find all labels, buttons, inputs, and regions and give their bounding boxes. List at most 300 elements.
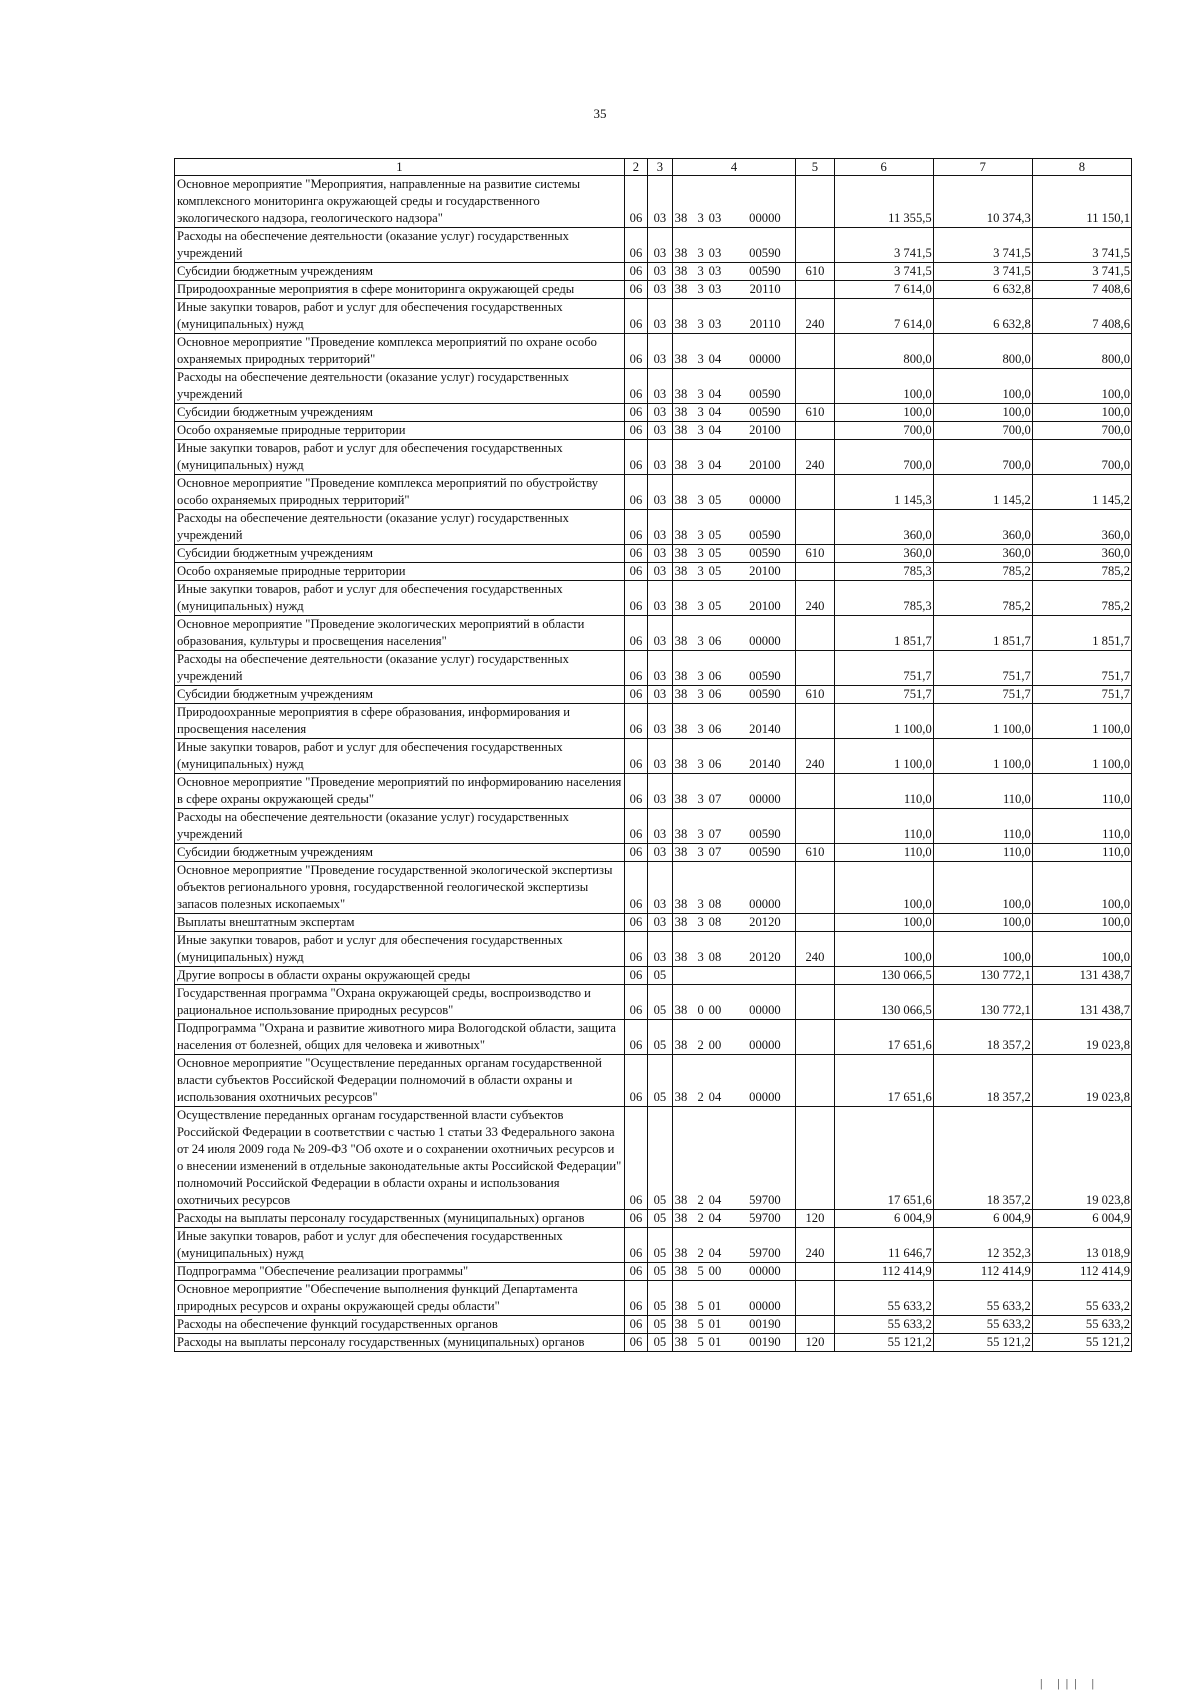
program-code [675, 1210, 794, 1227]
row-name: Субсидии бюджетным учреждениям [175, 263, 625, 281]
program-code [675, 422, 794, 439]
program-code [675, 844, 794, 861]
code-part-3: 05 [708, 599, 722, 613]
code-part-3: 05 [708, 528, 722, 542]
row-col-2: 06 [624, 228, 647, 263]
row-name: Другие вопросы в области охраны окружающей среды [175, 967, 625, 985]
row-col-8: 110,0 [1032, 774, 1131, 809]
row-col-2: 06 [624, 369, 647, 404]
row-col-5 [796, 510, 834, 545]
row-col-3: 03 [648, 440, 673, 475]
table-row [175, 809, 1132, 844]
code-part-4: 20110 [749, 317, 781, 331]
program-code [675, 316, 794, 333]
code-part-4: 00190 [749, 1317, 781, 1331]
program-code [675, 1334, 794, 1351]
code-part-2: 3 [697, 246, 704, 260]
code-part-4: 00000 [749, 493, 781, 507]
row-col-7: 1 100,0 [933, 704, 1032, 739]
row-name: Расходы на обеспечение деятельности (оказание услуг) государственных учреждений [175, 809, 625, 844]
row-col-7: 130 772,1 [933, 967, 1032, 985]
program-code [675, 351, 794, 368]
row-col-7: 785,2 [933, 563, 1032, 581]
row-name: Субсидии бюджетным учреждениям [175, 844, 625, 862]
program-code [675, 1089, 794, 1106]
row-col-4 [672, 334, 796, 369]
program-code [675, 245, 794, 262]
row-col-7: 100,0 [933, 369, 1032, 404]
code-part-3: 06 [708, 634, 722, 648]
code-part-2: 3 [697, 423, 704, 437]
code-part-2: 3 [697, 282, 704, 296]
header-cell-8: 8 [1032, 159, 1131, 176]
code-part-2: 3 [697, 950, 704, 964]
code-part-4: 00590 [749, 387, 781, 401]
row-col-5 [796, 616, 834, 651]
row-col-2: 06 [624, 844, 647, 862]
table-row [175, 1055, 1132, 1107]
program-code [675, 1037, 794, 1054]
row-col-7: 751,7 [933, 686, 1032, 704]
row-col-4 [672, 1107, 796, 1210]
row-col-5 [796, 475, 834, 510]
row-col-4 [672, 932, 796, 967]
header-cell-1: 1 [175, 159, 625, 176]
table-row [175, 545, 1132, 563]
code-part-4: 00590 [749, 827, 781, 841]
row-col-3: 03 [648, 774, 673, 809]
code-part-1: 38 [674, 546, 688, 560]
row-col-2: 06 [624, 739, 647, 774]
code-part-1: 38 [674, 1264, 688, 1278]
row-name: Подпрограмма "Обеспечение реализации программы" [175, 1263, 625, 1281]
row-col-7: 6 004,9 [933, 1210, 1032, 1228]
code-part-4: 00000 [749, 352, 781, 366]
header-cell-6: 6 [834, 159, 933, 176]
row-col-5 [796, 985, 834, 1020]
table-row [175, 932, 1132, 967]
row-col-4 [672, 422, 796, 440]
row-col-4 [672, 1334, 796, 1352]
program-code [675, 1263, 794, 1280]
code-part-2: 2 [697, 1038, 704, 1052]
code-part-3: 06 [708, 722, 722, 736]
program-code [675, 668, 794, 685]
row-name: Расходы на обеспечение функций государственных органов [175, 1316, 625, 1334]
row-col-4 [672, 967, 796, 985]
header-cell-5: 5 [796, 159, 834, 176]
row-col-7: 3 741,5 [933, 263, 1032, 281]
row-col-4 [672, 263, 796, 281]
row-col-4 [672, 686, 796, 704]
row-col-2: 06 [624, 862, 647, 914]
row-col-5 [796, 422, 834, 440]
row-col-5 [796, 176, 834, 228]
program-code [675, 404, 794, 421]
table-row [175, 581, 1132, 616]
row-col-6: 11 646,7 [834, 1228, 933, 1263]
row-col-3: 03 [648, 739, 673, 774]
row-name: Субсидии бюджетным учреждениям [175, 404, 625, 422]
row-col-3: 03 [648, 228, 673, 263]
row-col-6: 700,0 [834, 440, 933, 475]
table-row [175, 563, 1132, 581]
table-row [175, 774, 1132, 809]
row-col-2: 06 [624, 510, 647, 545]
code-part-2: 3 [697, 757, 704, 771]
code-part-4: 20140 [749, 757, 781, 771]
row-col-2: 06 [624, 967, 647, 985]
row-col-5 [796, 334, 834, 369]
row-col-5 [796, 774, 834, 809]
row-col-2: 06 [624, 774, 647, 809]
row-col-2: 06 [624, 581, 647, 616]
row-col-8: 785,2 [1032, 581, 1131, 616]
code-part-4: 20110 [749, 282, 781, 296]
row-col-3: 05 [648, 1020, 673, 1055]
row-name: Расходы на обеспечение деятельности (оказание услуг) государственных учреждений [175, 369, 625, 404]
row-col-3: 05 [648, 1263, 673, 1281]
code-part-1: 38 [674, 722, 688, 736]
row-col-8: 110,0 [1032, 809, 1131, 844]
code-part-1: 38 [674, 897, 688, 911]
code-part-3: 07 [708, 827, 722, 841]
table-row [175, 914, 1132, 932]
row-col-7: 12 352,3 [933, 1228, 1032, 1263]
row-name: Иные закупки товаров, работ и услуг для обеспечения государственных (муниципальных) нужд [175, 299, 625, 334]
row-name: Основное мероприятие "Проведение комплекса мероприятий по охране особо охраняемых природных территорий" [175, 334, 625, 369]
code-part-2: 3 [697, 634, 704, 648]
row-col-4 [672, 862, 796, 914]
row-col-2: 06 [624, 1281, 647, 1316]
program-code [675, 1298, 794, 1315]
row-col-8: 55 633,2 [1032, 1316, 1131, 1334]
code-part-2: 3 [697, 722, 704, 736]
row-col-3: 03 [648, 862, 673, 914]
code-part-1: 38 [674, 634, 688, 648]
code-part-3: 04 [708, 423, 722, 437]
row-col-5: 120 [796, 1210, 834, 1228]
header-cell-7: 7 [933, 159, 1032, 176]
row-col-8: 110,0 [1032, 844, 1131, 862]
table-row [175, 862, 1132, 914]
row-col-3: 03 [648, 422, 673, 440]
row-col-2: 06 [624, 475, 647, 510]
row-col-4 [672, 1263, 796, 1281]
code-part-2: 3 [697, 264, 704, 278]
row-col-7: 55 121,2 [933, 1334, 1032, 1352]
code-part-3: 07 [708, 792, 722, 806]
row-col-3: 03 [648, 651, 673, 686]
row-col-4 [672, 1316, 796, 1334]
row-col-6: 785,3 [834, 563, 933, 581]
row-col-6: 55 633,2 [834, 1316, 933, 1334]
code-part-1: 38 [674, 264, 688, 278]
code-part-3: 03 [708, 317, 722, 331]
code-part-2: 3 [697, 599, 704, 613]
row-col-8: 751,7 [1032, 686, 1131, 704]
table-row [175, 334, 1132, 369]
table-row [175, 739, 1132, 774]
code-part-3: 04 [708, 1211, 722, 1225]
row-col-6: 110,0 [834, 774, 933, 809]
row-col-4 [672, 1210, 796, 1228]
table-row [175, 299, 1132, 334]
row-col-4 [672, 299, 796, 334]
table-row [175, 228, 1132, 263]
code-part-4: 59700 [749, 1246, 781, 1260]
row-name: Иные закупки товаров, работ и услуг для обеспечения государственных (муниципальных) нужд [175, 932, 625, 967]
code-part-3: 00 [708, 1003, 722, 1017]
table-body [175, 176, 1132, 1352]
row-col-3: 03 [648, 844, 673, 862]
row-col-2: 06 [624, 440, 647, 475]
row-col-6: 112 414,9 [834, 1263, 933, 1281]
row-col-4 [672, 404, 796, 422]
code-part-1: 38 [674, 405, 688, 419]
budget-table [174, 158, 1132, 1352]
row-col-4 [672, 809, 796, 844]
row-col-2: 06 [624, 404, 647, 422]
code-part-4: 00590 [749, 845, 781, 859]
row-col-6: 3 741,5 [834, 263, 933, 281]
code-part-2: 3 [697, 352, 704, 366]
row-col-3: 03 [648, 686, 673, 704]
row-col-5: 610 [796, 404, 834, 422]
row-col-3: 03 [648, 299, 673, 334]
code-part-2: 3 [697, 546, 704, 560]
table-row [175, 422, 1132, 440]
row-col-6: 1 145,3 [834, 475, 933, 510]
code-part-2: 3 [697, 845, 704, 859]
code-part-3: 01 [708, 1317, 722, 1331]
row-col-2: 06 [624, 932, 647, 967]
row-col-8: 360,0 [1032, 510, 1131, 545]
row-col-5 [796, 1107, 834, 1210]
row-col-8: 785,2 [1032, 563, 1131, 581]
code-part-4: 00000 [749, 211, 781, 225]
code-part-4: 00190 [749, 1335, 781, 1349]
code-part-3: 05 [708, 493, 722, 507]
row-col-6: 800,0 [834, 334, 933, 369]
row-name: Основное мероприятие "Проведение экологических мероприятий в области образования, культуры и просвещения населения" [175, 616, 625, 651]
row-col-5 [796, 369, 834, 404]
table-row [175, 1334, 1132, 1352]
code-part-2: 5 [697, 1264, 704, 1278]
code-part-2: 3 [697, 564, 704, 578]
row-name: Расходы на выплаты персоналу государственных (муниципальных) органов [175, 1210, 625, 1228]
code-part-1: 38 [674, 1317, 688, 1331]
row-col-2: 06 [624, 704, 647, 739]
row-col-7: 18 357,2 [933, 1055, 1032, 1107]
code-part-3: 03 [708, 264, 722, 278]
row-col-2: 06 [624, 563, 647, 581]
row-col-5 [796, 914, 834, 932]
code-part-1: 38 [674, 1003, 688, 1017]
row-col-8: 700,0 [1032, 422, 1131, 440]
row-col-8: 19 023,8 [1032, 1107, 1131, 1210]
row-col-4 [672, 475, 796, 510]
row-name: Иные закупки товаров, работ и услуг для обеспечения государственных (муниципальных) нужд [175, 581, 625, 616]
row-col-7: 18 357,2 [933, 1020, 1032, 1055]
row-col-2: 06 [624, 1020, 647, 1055]
code-part-4: 00000 [749, 897, 781, 911]
row-col-6: 1 100,0 [834, 739, 933, 774]
row-col-8: 3 741,5 [1032, 228, 1131, 263]
code-part-3: 04 [708, 387, 722, 401]
row-col-5: 120 [796, 1334, 834, 1352]
row-col-2: 06 [624, 1263, 647, 1281]
row-col-8: 7 408,6 [1032, 281, 1131, 299]
row-col-4 [672, 914, 796, 932]
row-col-3: 05 [648, 1281, 673, 1316]
program-code [675, 914, 794, 931]
code-part-1: 38 [674, 1090, 688, 1104]
row-col-3: 03 [648, 704, 673, 739]
program-code [675, 281, 794, 298]
code-part-4: 00590 [749, 669, 781, 683]
row-col-2: 06 [624, 263, 647, 281]
row-name: Выплаты внештатным экспертам [175, 914, 625, 932]
table-row [175, 985, 1132, 1020]
code-part-1: 38 [674, 493, 688, 507]
header-cell-2: 2 [624, 159, 647, 176]
program-code [675, 633, 794, 650]
program-code [675, 1316, 794, 1333]
row-col-8: 3 741,5 [1032, 263, 1131, 281]
code-part-3: 08 [708, 897, 722, 911]
code-part-2: 2 [697, 1090, 704, 1104]
row-col-4 [672, 581, 796, 616]
row-col-4 [672, 228, 796, 263]
row-col-4 [672, 985, 796, 1020]
row-col-2: 06 [624, 1334, 647, 1352]
code-part-3: 06 [708, 669, 722, 683]
row-col-3: 03 [648, 932, 673, 967]
row-col-7: 785,2 [933, 581, 1032, 616]
table-row [175, 263, 1132, 281]
row-col-8: 1 100,0 [1032, 739, 1131, 774]
row-col-7: 360,0 [933, 545, 1032, 563]
code-part-2: 2 [697, 1246, 704, 1260]
code-part-2: 3 [697, 458, 704, 472]
code-part-1: 38 [674, 458, 688, 472]
row-col-7: 6 632,8 [933, 281, 1032, 299]
table-row [175, 1210, 1132, 1228]
row-col-2: 06 [624, 1316, 647, 1334]
row-col-2: 06 [624, 1228, 647, 1263]
row-name: Основное мероприятие "Осуществление переданных органам государственной власти субъектов Российской Федерации полномочий в области охраны и использования охотничьих ресурсов" [175, 1055, 625, 1107]
table-row [175, 686, 1132, 704]
row-col-6: 11 355,5 [834, 176, 933, 228]
row-col-5 [796, 1055, 834, 1107]
row-col-2: 06 [624, 334, 647, 369]
row-col-5: 240 [796, 1228, 834, 1263]
code-part-3: 01 [708, 1335, 722, 1349]
table-row [175, 440, 1132, 475]
row-col-8: 100,0 [1032, 914, 1131, 932]
code-part-2: 3 [697, 687, 704, 701]
table-row [175, 475, 1132, 510]
header-cell-4: 4 [672, 159, 796, 176]
program-code [675, 949, 794, 966]
program-code [675, 545, 794, 562]
code-part-3: 04 [708, 1090, 722, 1104]
code-part-1: 38 [674, 915, 688, 929]
row-col-6: 700,0 [834, 422, 933, 440]
row-col-6: 6 004,9 [834, 1210, 933, 1228]
code-part-3: 07 [708, 845, 722, 859]
code-part-4: 00590 [749, 405, 781, 419]
row-col-6: 100,0 [834, 932, 933, 967]
code-part-3: 08 [708, 915, 722, 929]
row-col-5 [796, 1263, 834, 1281]
row-col-7: 100,0 [933, 404, 1032, 422]
row-col-4 [672, 369, 796, 404]
row-col-3: 03 [648, 914, 673, 932]
row-col-5 [796, 563, 834, 581]
table-row [175, 1316, 1132, 1334]
program-code [675, 263, 794, 280]
code-part-1: 38 [674, 792, 688, 806]
row-col-7: 130 772,1 [933, 985, 1032, 1020]
code-part-1: 38 [674, 687, 688, 701]
header-cell-3: 3 [648, 159, 673, 176]
row-name: Субсидии бюджетным учреждениям [175, 545, 625, 563]
row-col-6: 130 066,5 [834, 967, 933, 985]
row-name: Природоохранные мероприятия в сфере образования, информирования и просвещения населения [175, 704, 625, 739]
row-col-8: 751,7 [1032, 651, 1131, 686]
row-col-7: 100,0 [933, 932, 1032, 967]
row-col-2: 06 [624, 914, 647, 932]
row-col-5: 240 [796, 299, 834, 334]
code-part-1: 38 [674, 1211, 688, 1225]
row-col-4 [672, 281, 796, 299]
row-col-7: 700,0 [933, 422, 1032, 440]
code-part-2: 3 [697, 493, 704, 507]
row-col-5: 610 [796, 844, 834, 862]
row-col-3: 03 [648, 616, 673, 651]
code-part-3: 08 [708, 950, 722, 964]
code-part-1: 38 [674, 1246, 688, 1260]
row-col-4 [672, 1020, 796, 1055]
row-col-3: 03 [648, 510, 673, 545]
code-part-1: 38 [674, 387, 688, 401]
program-code [675, 791, 794, 808]
row-col-8: 100,0 [1032, 862, 1131, 914]
row-name: Основное мероприятие "Проведение мероприятий по информированию населения в сфере охраны окружающей среды" [175, 774, 625, 809]
code-part-3: 01 [708, 1299, 722, 1313]
code-part-4: 00590 [749, 687, 781, 701]
code-part-4: 20100 [749, 599, 781, 613]
row-col-4 [672, 1228, 796, 1263]
row-col-3: 03 [648, 563, 673, 581]
row-col-4 [672, 440, 796, 475]
row-col-7: 110,0 [933, 809, 1032, 844]
row-col-6: 360,0 [834, 545, 933, 563]
table-row [175, 1263, 1132, 1281]
code-part-4: 59700 [749, 1211, 781, 1225]
row-col-2: 06 [624, 1107, 647, 1210]
code-part-3: 00 [708, 1264, 722, 1278]
row-col-5 [796, 704, 834, 739]
row-col-4 [672, 545, 796, 563]
row-col-3: 05 [648, 1334, 673, 1352]
row-col-7: 100,0 [933, 862, 1032, 914]
code-part-4: 00590 [749, 546, 781, 560]
code-part-1: 38 [674, 599, 688, 613]
code-part-1: 38 [674, 1038, 688, 1052]
